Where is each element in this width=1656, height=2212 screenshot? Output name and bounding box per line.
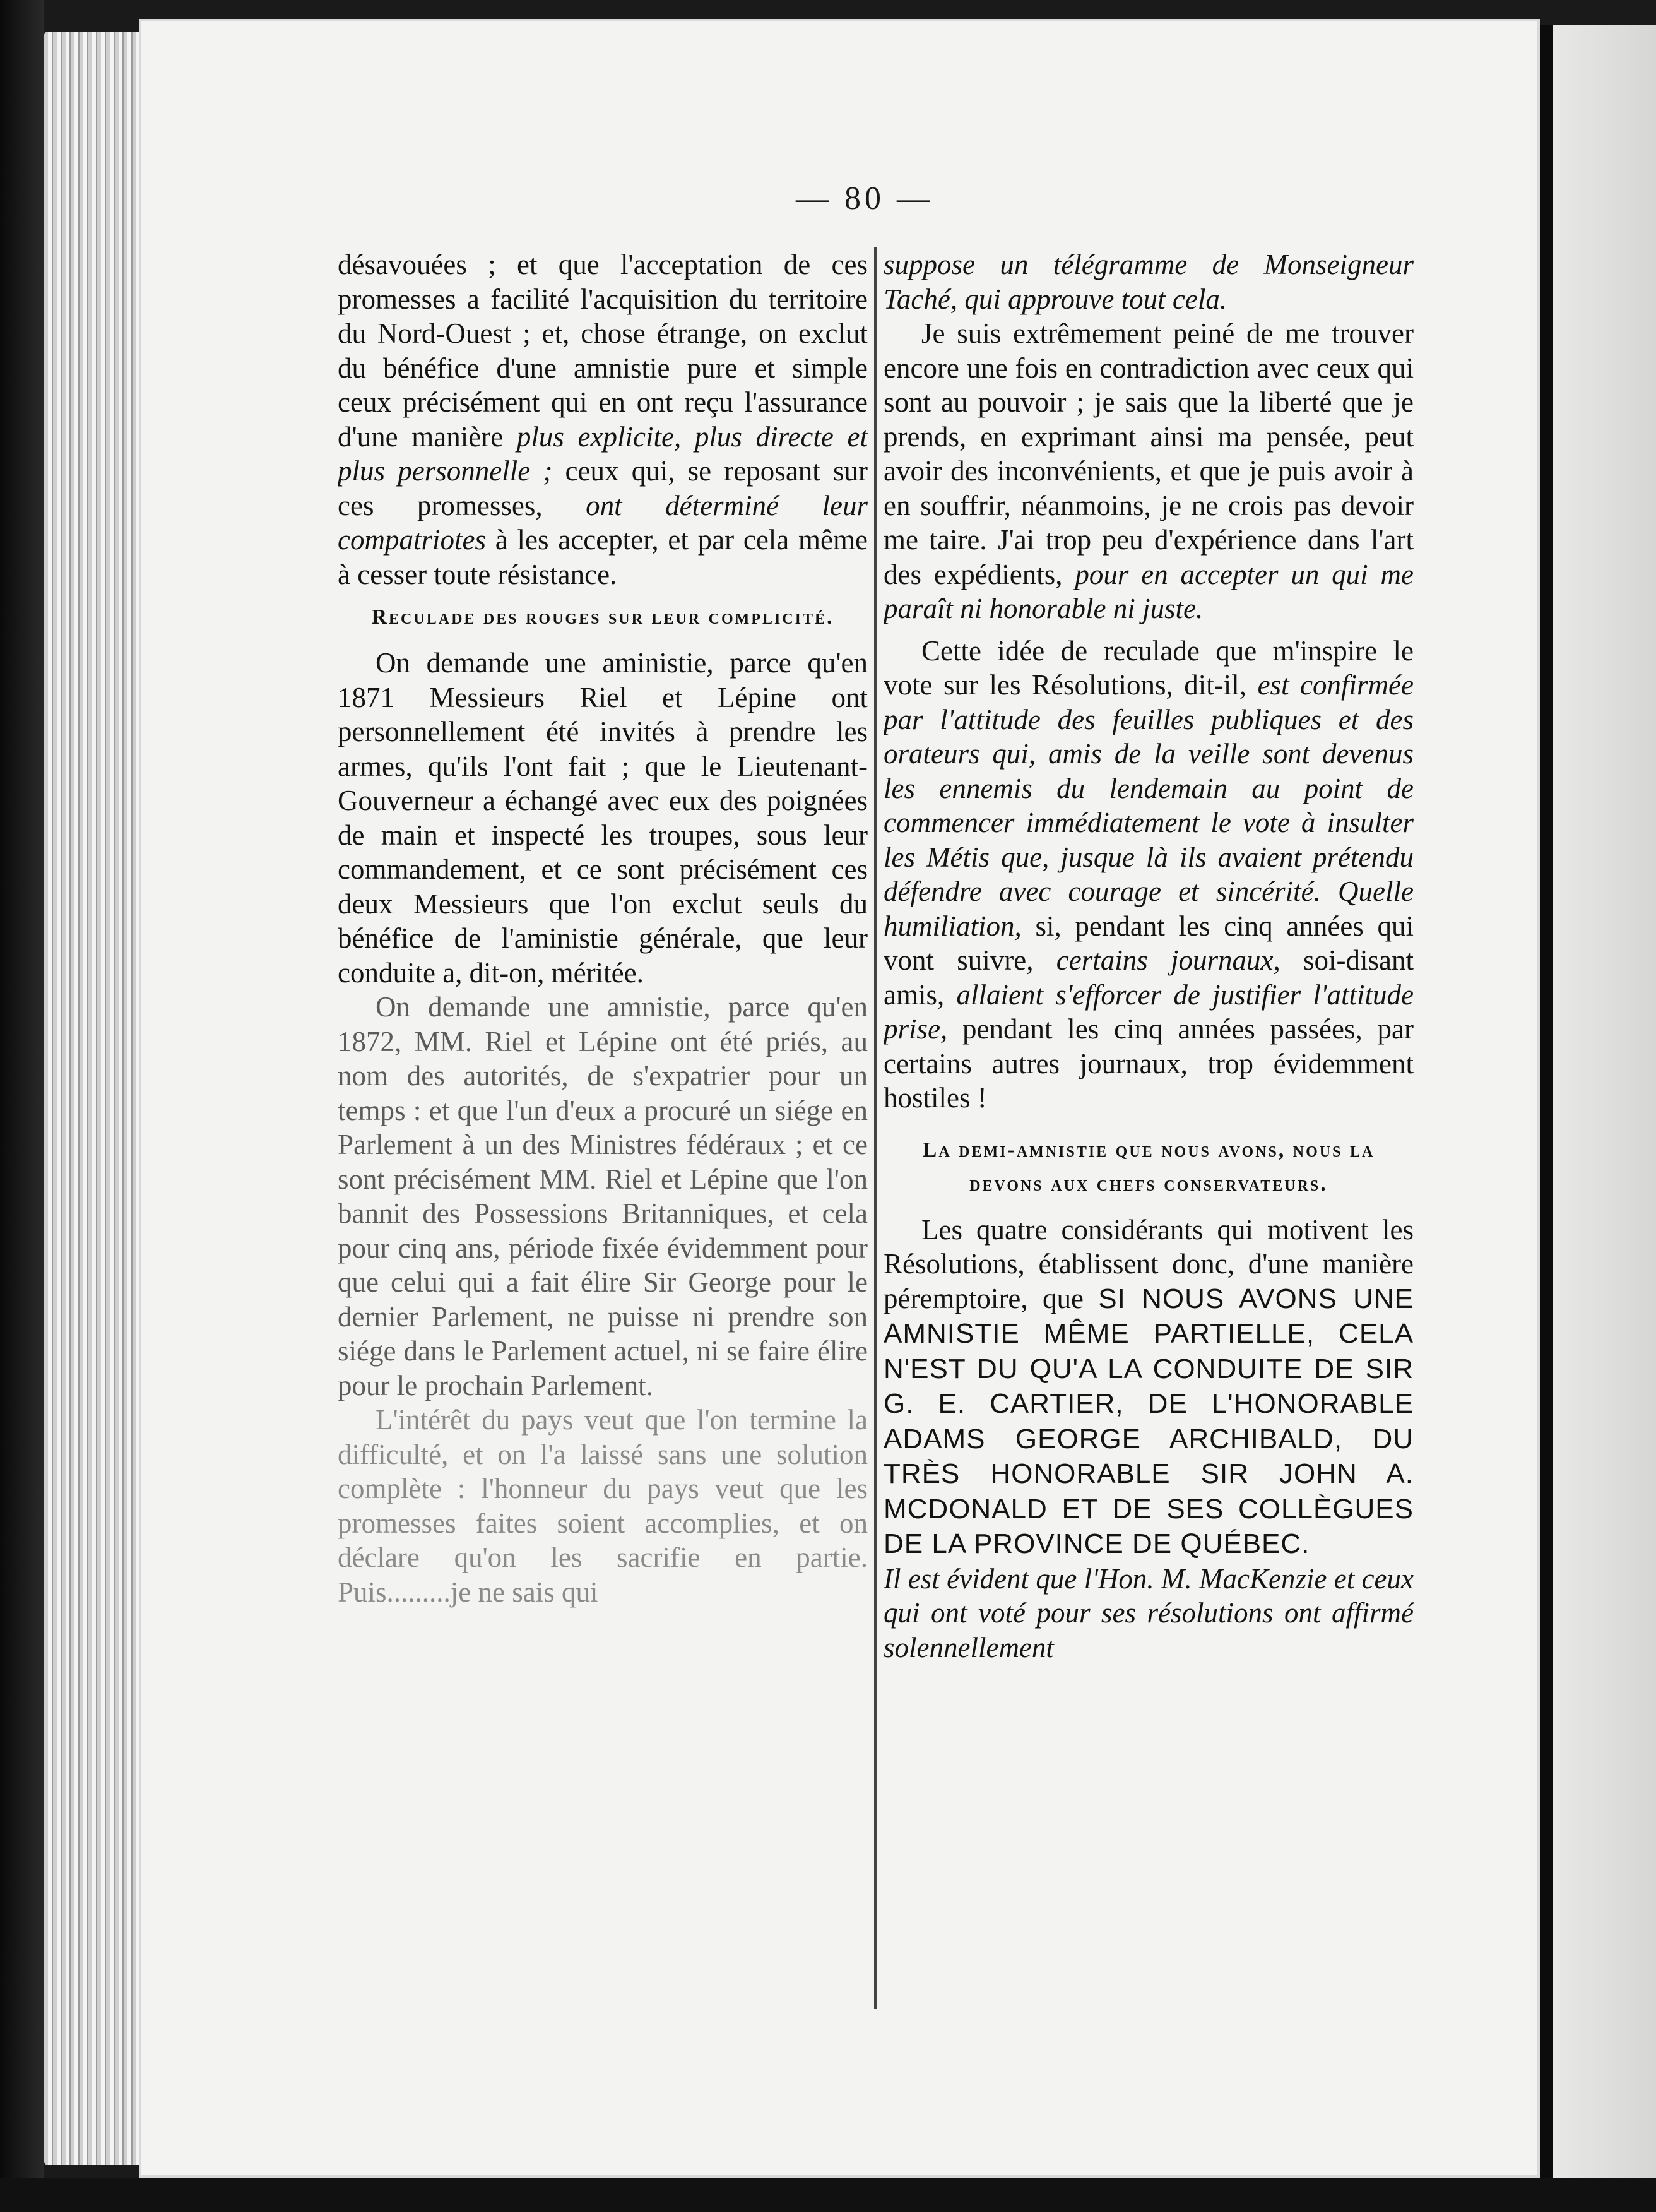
left-p1-italic-2: ont déterminé leur compatriotes (338, 489, 868, 556)
left-paragraph-2: On demande une aministie, parce qu'en 1871 Messieurs Riel et Lépine ont personnellement été invités à prendre les armes, qu'ils l'ont fait ; que le Lieutenant-Gouverneur a échangé avec eux des poignées de main et inspecté les troupes, sous leur commandement, et ce sont précisément ces deux Messieurs que l'on exclut seuls du bénéfice de l'aministie générale, que leur conduite a, dit-on, méritée. (338, 647, 868, 989)
right-p3-b: si, pendant les cinq années qui vont suivre, (884, 910, 1414, 976)
right-column (884, 247, 1414, 2002)
column-divider (874, 247, 877, 2009)
right-p3-c: soi-disant amis, (884, 944, 1414, 1011)
left-paragraph-1 (338, 247, 868, 592)
left-p1-text: désavouées ; et que l'acceptation de ces promesses a facilité l'acquisition du territoire du Nord-Ouest ; et, chose étrange, on exclut du bénéfice d'une amnistie pure et simple ceux précisément qui en ont reçu l'assurance d'une manière (338, 249, 868, 453)
right-p2-text: Je suis extrêmement peiné de me trouver encore une fois en contradiction avec ceux qui sont au pouvoir ; je sais que la liberté que je prends, en exprimant ainsi ma pensée, peut avoir des inconvénients, et que je puis avoir à en souffrir, néanmoins, je ne crois pas devoir me taire. J'ai trop peu d'expérience dans l'art des expédients, (884, 318, 1414, 590)
right-paragraph-5: Il est évident que l'Hon. M. MacKenzie et ceux qui ont voté pour ses résolutions ont affirmé solennellement (884, 1562, 1414, 1663)
facing-page-edge (1540, 25, 1656, 2184)
right-p3-d: pendant les cinq années passées, par certains autres journaux, trop évidemment hostiles ! (884, 1013, 1414, 1114)
left-paragraph-4: L'intérêt du pays veut que l'on termine la difficulté, et on l'a laissé sans une solution complète : l'honneur du pays veut que les promesses faites soient accomplies, et on déclare qu'on les sacrifie en partie. Puis.........je ne sais qui (338, 1404, 868, 1608)
left-p1-mid: ceux qui, se reposant sur ces promesses, (338, 455, 868, 521)
right-p3-a: Cette idée de reculade que m'inspire le vote sur les Résolutions, dit-il, (884, 634, 1414, 701)
right-p3-italic-2: certains journaux, (1056, 944, 1280, 976)
section-heading-demi-amnistie: La demi-amnistie que nous avons, nous la devons aux chefs conservateurs. (922, 1138, 1375, 1196)
right-paragraph-1: suppose un télégramme de Monseigneur Taché, qui approuve tout cela. (884, 249, 1414, 315)
right-p3-italic-3: allaient s'efforcer de justifier l'attitude prise, (884, 978, 1414, 1045)
right-p4-text: Les quatre considérants qui motivent les Résolutions, établissent donc, d'une manière péremptoire, que (884, 1213, 1414, 1314)
page-number: — 80 — (796, 181, 933, 217)
section-heading-reculade: Reculade des rouges sur leur complicité. (371, 605, 834, 629)
right-paragraph-2 (884, 316, 1414, 626)
right-paragraph-4 (884, 1213, 1414, 1562)
right-p4-caps: SI NOUS AVONS UNE AMNISTIE MÊME PARTIELLE, CELA N'EST DU QU'A LA CONDUITE DE SIR G. E. CARTIER, DE L'HONORABLE ADAMS GEORGE ARCHIBALD, DU TRÈS HONORABLE SIR JOHN A. MCDONALD ET DE SES COLLÈGUES DE LA PROVINCE DE QUÉBEC. (884, 1283, 1414, 1559)
right-p2-italic: pour en accepter un qui me paraît ni honorable ni juste. (884, 558, 1414, 624)
right-paragraph-3 (884, 634, 1414, 1115)
scan-margin-bottom (0, 2178, 1656, 2212)
left-p1-italic-1: plus explicite, plus directe et plus personnelle ; (338, 420, 868, 487)
left-p1-end: à les accepter, et par cela même à cesser toute résistance. (338, 524, 868, 590)
right-p3-italic-1: est confirmée par l'attitude des feuilles publiques et des orateurs qui, amis de la veille sont devenus les ennemis du lendemain au point de commencer immédiatement le vote à insulter les Métis que, jusque là ils avaient prétendu défendre avec courage et sincérité. Quelle humiliation, (884, 669, 1414, 942)
book-page-edges (44, 32, 145, 2165)
left-paragraph-3: On demande une amnistie, parce qu'en 1872, MM. Riel et Lépine ont été priés, au nom des autorités, de s'expatrier pour un temps : et que l'un d'eux a procuré un siége en Parlement à un des Ministres fédéraux ; et ce sont précisément MM. Riel et Lépine que l'on bannit des Possessions Britanniques, et cela pour cinq ans, période fixée évidemment pour que celui qui a fait élire Sir George pour le dernier Parlement, ne puisse ni prendre son siége dans le Parlement actuel, ni se faire élire pour le prochain Parlement. (338, 991, 868, 1401)
scan-margin-left (0, 0, 44, 2212)
left-column (338, 247, 868, 2002)
